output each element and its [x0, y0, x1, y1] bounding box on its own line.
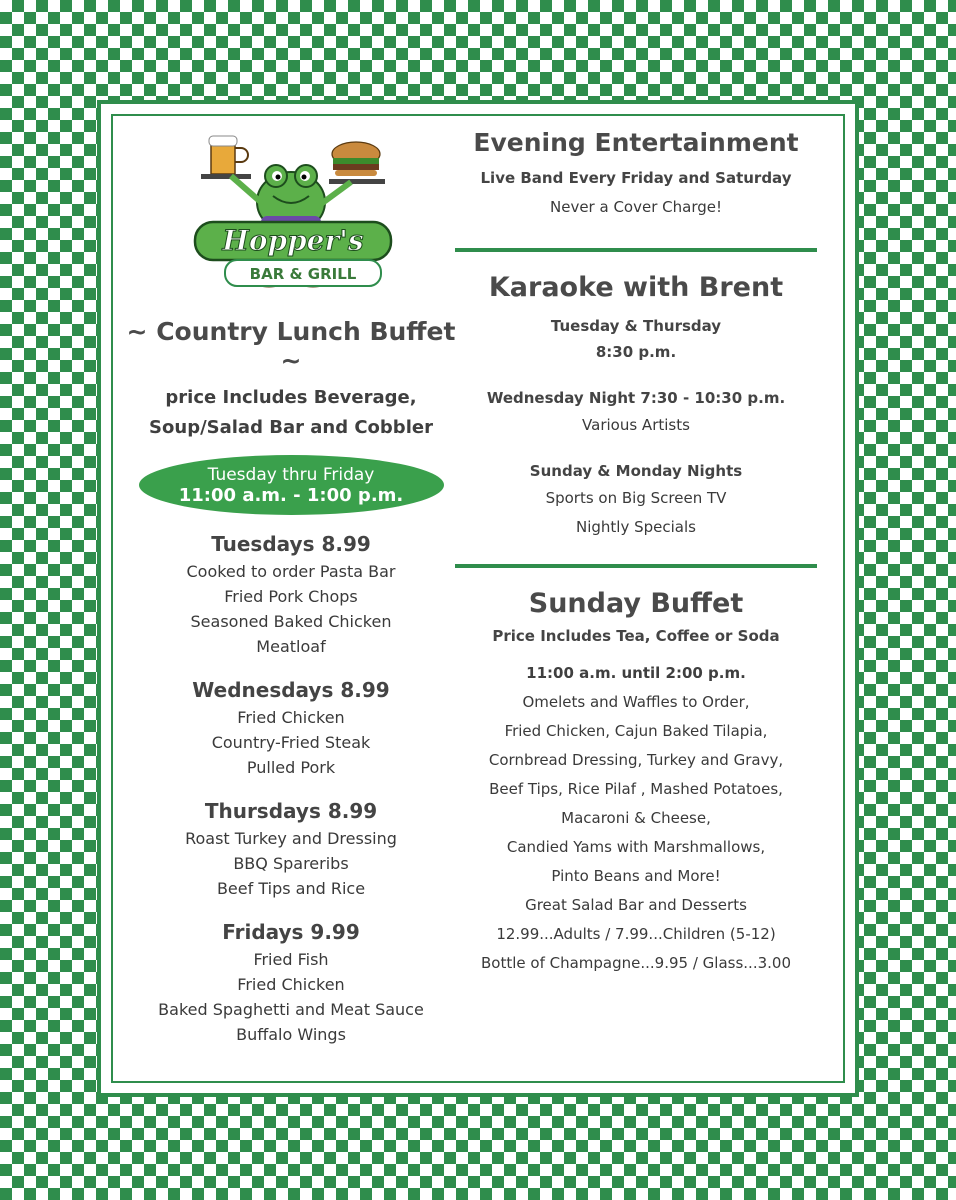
lunch-day-tuesday: [121, 529, 461, 659]
menu-item: Buffalo Wings: [236, 1025, 346, 1044]
menu-item: Fried Pork Chops: [224, 587, 358, 606]
karaoke-wednesday-sub: Various Artists: [582, 416, 690, 434]
menu-item: BBQ Spareribs: [233, 854, 349, 873]
sunday-hours: 11:00 a.m. until 2:00 p.m.: [526, 664, 746, 682]
day-title: Wednesdays 8.99: [192, 678, 390, 702]
menu-item: Fried Fish: [253, 950, 329, 969]
logo-tagline-text: BAR & GRILL: [249, 265, 357, 283]
menu-item: Meatloaf: [256, 637, 326, 656]
right-column: [446, 128, 826, 978]
menu-frame: [97, 100, 859, 1097]
sunday-price-champagne: Bottle of Champagne...9.95 / Glass...3.00: [481, 954, 791, 972]
lunch-day-friday: [121, 917, 461, 1047]
lunch-title: ~ Country Lunch Buffet ~: [126, 317, 456, 375]
menu-item: Pulled Pork: [246, 758, 336, 777]
menu-item: Fried Chicken: [237, 975, 345, 994]
lunch-day-wednesday: [121, 675, 461, 780]
karaoke-time: 8:30 p.m.: [595, 343, 677, 361]
section-divider: [455, 248, 817, 252]
sunday-item: Fried Chicken, Cajun Baked Tilapia,: [504, 722, 768, 740]
menu-item: Beef Tips and Rice: [216, 879, 366, 898]
left-column: [121, 124, 461, 1063]
menu-item: Baked Spaghetti and Meat Sauce: [158, 1000, 424, 1019]
lunch-subtitle-1: price Includes Beverage,: [165, 387, 417, 408]
day-title: Fridays 9.99: [222, 920, 360, 944]
evening-line-1: Live Band Every Friday and Saturday: [480, 169, 792, 187]
sunday-item: Cornbread Dressing, Turkey and Gravy,: [488, 751, 784, 769]
day-title: Thursdays 8.99: [204, 799, 378, 823]
day-title: Tuesdays 8.99: [211, 532, 371, 556]
frog-logo-icon: [181, 124, 401, 299]
lunch-days-label: Tuesday thru Friday: [207, 464, 375, 485]
lunch-hours-pill: [139, 455, 444, 515]
evening-title: Evening Entertainment: [473, 128, 799, 157]
menu-item: Country-Fried Steak: [211, 733, 371, 752]
lunch-hours: 11:00 a.m. - 1:00 p.m.: [178, 484, 404, 506]
menu-item: Seasoned Baked Chicken: [190, 612, 392, 631]
sunday-item: Candied Yams with Marshmallows,: [506, 838, 766, 856]
karaoke-title: Karaoke with Brent: [488, 272, 784, 303]
section-divider: [455, 564, 817, 568]
lunch-subtitle-2: Soup/Salad Bar and Cobbler: [149, 417, 433, 438]
karaoke-sunmon: Sunday & Monday Nights: [529, 462, 743, 480]
logo-name-text: Hopper's: [222, 224, 364, 257]
sunday-item: Great Salad Bar and Desserts: [525, 896, 747, 914]
sunday-item: Macaroni & Cheese,: [561, 809, 711, 827]
hoppers-logo: [181, 124, 401, 299]
sunday-subtitle: Price Includes Tea, Coffee or Soda: [492, 627, 780, 645]
karaoke-wednesday: Wednesday Night 7:30 - 10:30 p.m.: [486, 389, 786, 407]
karaoke-days: Tuesday & Thursday: [550, 317, 722, 335]
sunday-title: Sunday Buffet: [528, 588, 744, 619]
sunday-item: Pinto Beans and More!: [551, 867, 721, 885]
sunday-item: Omelets and Waffles to Order,: [522, 693, 750, 711]
karaoke-sunmon-sub-2: Nightly Specials: [576, 518, 696, 536]
menu-item: Cooked to order Pasta Bar: [186, 562, 396, 581]
karaoke-sunmon-sub-1: Sports on Big Screen TV: [545, 489, 727, 507]
sunday-item: Beef Tips, Rice Pilaf , Mashed Potatoes,: [489, 780, 783, 798]
lunch-day-thursday: [121, 796, 461, 901]
evening-line-2: Never a Cover Charge!: [550, 198, 722, 216]
menu-item: Fried Chicken: [237, 708, 345, 727]
menu-item: Roast Turkey and Dressing: [185, 829, 397, 848]
sunday-price-adults-children: 12.99...Adults / 7.99...Children (5-12): [496, 925, 776, 943]
